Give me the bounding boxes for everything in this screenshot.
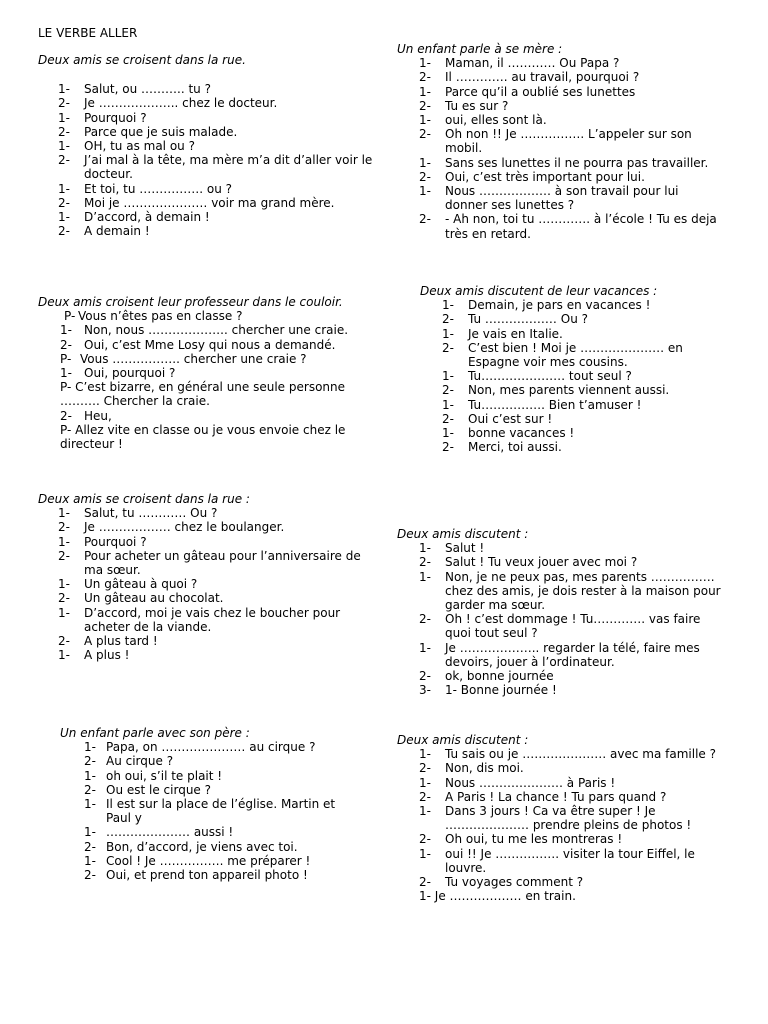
dialogue-line: 1- Non, nous ……………….. chercher une craie. <box>60 323 349 338</box>
dialogue-line: 1- Nous ………………… à Paris ! <box>419 775 616 790</box>
dialogue-line: 1- D’accord, à demain ! <box>58 210 210 225</box>
dialogue-block-2 <box>38 295 378 451</box>
dialogue-line: 2- Bon, d’accord, je viens avec toi. <box>84 839 298 854</box>
dialogue-line: 1- Sans ses lunettes il ne pourra pas travailler. <box>419 155 709 170</box>
dialogue-block-3 <box>38 492 383 670</box>
dialogue-line: 1- bonne vacances ! <box>442 426 575 441</box>
dialogue-line: 2- Salut ! Tu veux jouer avec moi ? <box>419 555 638 570</box>
dialogue-line: 2- ok, bonne journée <box>419 669 554 684</box>
dialogue-line: 2- Oui, c’est très important pour lui. <box>419 169 645 184</box>
dialogue-title: Deux amis discutent de leur vacances : <box>420 284 658 298</box>
dialogue-line: P- Vous …………….. chercher une craie ? <box>60 351 307 366</box>
dialogue-block-8 <box>397 733 722 903</box>
dialogue-block-5 <box>397 42 722 241</box>
dialogue-line: 2- J’ai mal à la tête, ma mère m’a dit d’aller voir le docteur. <box>58 153 373 182</box>
dialogue-line: 1- Un gâteau à quoi ? <box>58 577 198 592</box>
dialogue-line: 1- oh oui, s’il te plait ! <box>84 768 223 783</box>
dialogue-line: 2- A plus tard ! <box>58 634 158 649</box>
dialogue-title: Deux amis discutent : <box>397 733 529 747</box>
dialogue-title: Un enfant parle avec son père : <box>60 726 250 740</box>
dialogue-line: 2- Oui c’est sur ! <box>442 411 553 426</box>
dialogue-line: 2- Oui, c’est Mme Losy qui nous a demandé. <box>60 337 336 352</box>
dialogue-line: 2- C’est bien ! Moi je ………………… en Espagne voir mes cousins. <box>442 340 683 370</box>
dialogue-line: 2- Tu ……………… Ou ? <box>442 312 588 327</box>
dialogue-line: 2- Oh oui, tu me les montreras ! <box>419 832 623 847</box>
dialogue-line: 1- Parce qu’il a oublié ses lunettes <box>419 84 636 99</box>
dialogue-line: 2- Non, dis moi. <box>419 761 524 776</box>
dialogue-line: 2- Oh ! c’est dommage ! Tu…………. vas faire quoi tout seul ? <box>419 612 701 641</box>
dialogue-line: 1- Tu sais ou je ………………… avec ma famille ? <box>419 747 716 762</box>
dialogue-block-1 <box>38 53 383 238</box>
dialogue-line: 1- Non, je ne peux pas, mes parents ……………. chez des amis, je dois rester à la maison pour garder ma sœur. <box>419 569 721 613</box>
dialogue-line: 2- Oui, et prend ton appareil photo ! <box>84 868 308 883</box>
dialogue-line: P- Vous n’êtes pas en classe ? <box>64 309 243 324</box>
dialogue-line: 1- Cool ! Je ……………. me préparer ! <box>84 853 311 868</box>
dialogue-line: P- C’est bizarre, en général une seule personne ………. Chercher la craie. <box>60 380 345 409</box>
dialogue-line: 2- Au cirque ? <box>84 754 174 769</box>
dialogue-line: 2- Tu es sur ? <box>419 98 509 113</box>
dialogue-line: 2- Un gâteau au chocolat. <box>58 591 224 606</box>
dialogue-line: 1- D’accord, moi je vais chez le boucher pour acheter de la viande. <box>58 605 341 634</box>
dialogue-line: 1- Pourquoi ? <box>58 534 147 549</box>
dialogue-line: 1- Tu………………… tout seul ? <box>442 369 632 384</box>
dialogue-line: 2- A Paris ! La chance ! Tu pars quand ? <box>419 789 667 804</box>
dialogue-line: 1- Je vais en Italie. <box>442 326 563 341</box>
dialogue-line: 1- OH, tu as mal ou ? <box>58 139 195 154</box>
dialogue-line: 2- Moi je ………………… voir ma grand mère. <box>58 195 335 210</box>
dialogue-line: 1- Pourquoi ? <box>58 110 147 125</box>
dialogue-line: 1- Maman, il ………… Ou Papa ? <box>419 56 620 71</box>
dialogue-line: 1- Nous ……………… à son travail pour lui donner ses lunettes ? <box>419 184 679 213</box>
dialogue-line: 2- Je ……………… chez le boulanger. <box>58 520 285 535</box>
dialogue-line: 1- Tu……………. Bien t’amuser ! <box>442 397 642 412</box>
dialogue-line: 2- Merci, toi aussi. <box>442 440 562 455</box>
dialogue-line: 2- A demain ! <box>58 224 150 239</box>
dialogue-line: 1- Salut, tu ………… Ou ? <box>58 506 218 521</box>
dialogue-line: 1- Je ……………… en train. <box>419 889 576 904</box>
dialogue-line: 1- ………………… aussi ! <box>84 825 234 840</box>
dialogue-line: 2- Il …………. au travail, pourquoi ? <box>419 70 640 85</box>
dialogue-line: P- Allez vite en classe ou je vous envoie chez le directeur ! <box>60 422 346 452</box>
dialogue-line: 2- Tu voyages comment ? <box>419 875 584 890</box>
dialogue-line: 2- Pour acheter un gâteau pour l’anniversaire de ma sœur. <box>58 548 361 578</box>
dialogue-line: 2- Heu, <box>60 408 112 423</box>
dialogue-line: 1- Salut ! <box>419 541 485 556</box>
dialogue-line: 2- Non, mes parents viennent aussi. <box>442 383 670 398</box>
dialogue-line: 2- Oh non !! Je ……………. L’appeler sur son mobil. <box>419 127 692 156</box>
dialogue-line: 1- Dans 3 jours ! Ca va être super ! Je ………………… prendre pleins de photos ! <box>419 804 692 833</box>
dialogue-block-7 <box>397 527 722 697</box>
worksheet-title: LE VERBE ALLER <box>38 26 138 40</box>
dialogue-line: 1- Demain, je pars en vacances ! <box>442 298 651 313</box>
dialogue-line: 2- Parce que je suis malade. <box>58 124 238 139</box>
dialogue-title: Un enfant parle à se mère : <box>397 42 563 56</box>
dialogue-line: 1- Papa, on ………………… au cirque ? <box>84 740 316 755</box>
dialogue-line: 1- Et toi, tu ……………. ou ? <box>58 181 232 196</box>
dialogue-title: Deux amis croisent leur professeur dans le couloir. <box>38 295 343 309</box>
dialogue-line: 2- Je ……………….. chez le docteur. <box>58 96 278 111</box>
dialogue-title: Deux amis se croisent dans la rue : <box>38 492 250 506</box>
dialogue-line: 1- oui !! Je ……………. visiter la tour Eiffel, le louvre. <box>419 846 695 875</box>
dialogue-line: 1- Salut, ou ……….. tu ? <box>58 82 211 97</box>
dialogue-title: Deux amis discutent : <box>397 527 529 541</box>
dialogue-block-6 <box>420 284 730 454</box>
dialogue-line: 1- Il est sur la place de l’église. Martin et Paul y <box>84 797 336 826</box>
dialogue-line: 2- - Ah non, toi tu …………. à l’école ! Tu es deja très en retard. <box>419 212 717 241</box>
dialogue-line: 1- A plus ! <box>58 648 130 663</box>
dialogue-line: 3- 1- Bonne journée ! <box>419 683 557 698</box>
dialogue-line: 1- Je ……………….. regarder la télé, faire mes devoirs, jouer à l’ordinateur. <box>419 640 700 669</box>
dialogue-block-4 <box>60 726 350 916</box>
dialogue-line: 2- Ou est le cirque ? <box>84 782 211 797</box>
dialogue-line: 1- Oui, pourquoi ? <box>60 366 176 381</box>
dialogue-line: 1- oui, elles sont là. <box>419 113 547 128</box>
dialogue-title: Deux amis se croisent dans la rue. <box>38 53 246 67</box>
